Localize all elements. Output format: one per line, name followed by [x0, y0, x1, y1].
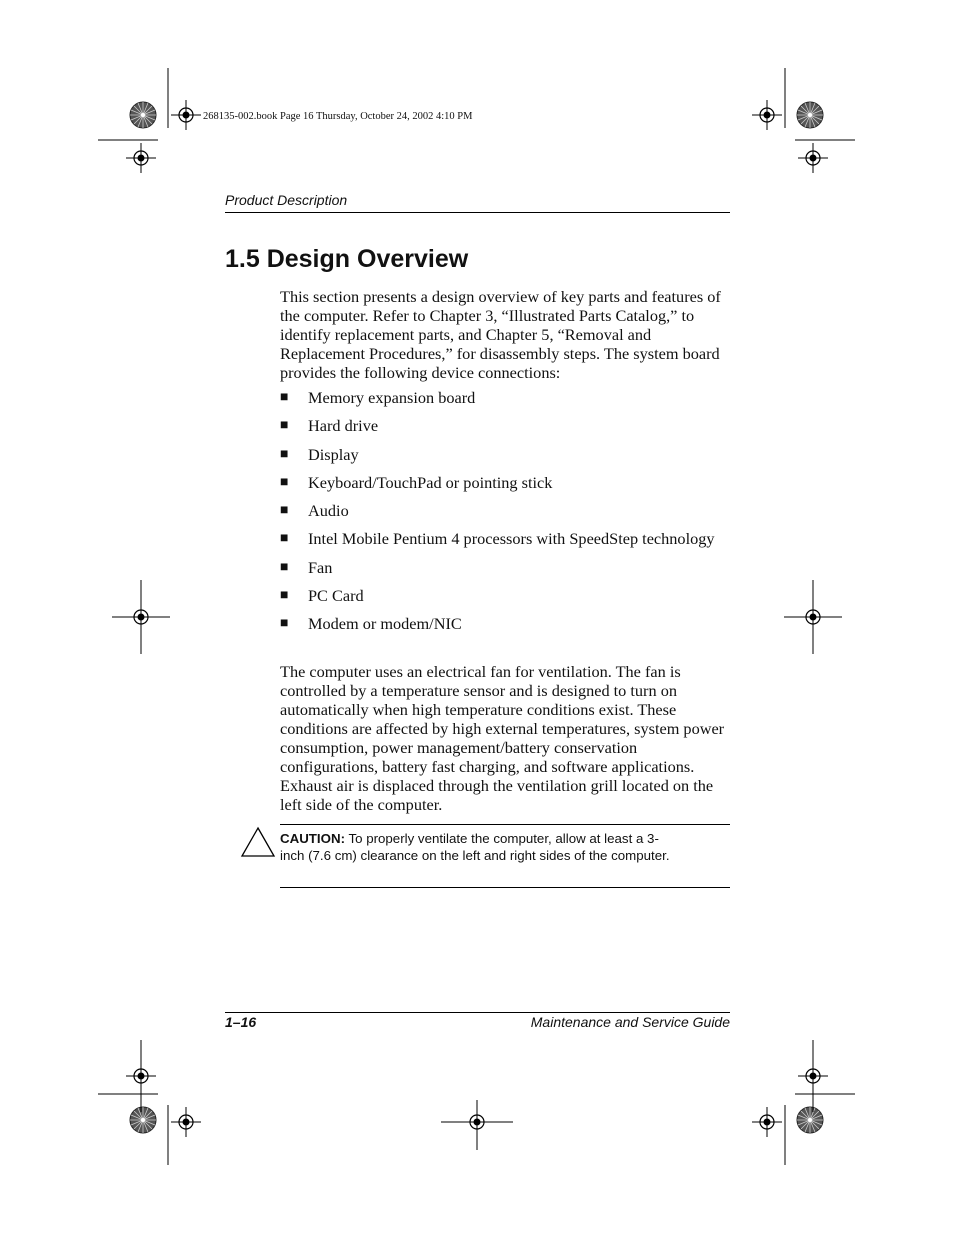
list-item — [280, 474, 730, 492]
list-item-text: Intel Mobile Pentium 4 processors with SpeedStep technology — [308, 529, 715, 549]
fan-paragraph: The computer uses an electrical fan for ventilation. The fan is controlled by a temperature sensor and is designed to turn on automatically when high temperature conditions exist. These conditions are affected by high external temperatures, system power consumption, power management/battery conservation configurations, battery fast charging, and software applications. Exhaust air is displaced through the ventilation grill located on the left side of the computer. — [280, 662, 725, 814]
bullet-square-icon: ■ — [280, 531, 289, 547]
list-item-text: Modem or modem/NIC — [308, 614, 462, 634]
list-item-text: PC Card — [308, 586, 364, 606]
list-item — [280, 389, 730, 407]
caution-body: To properly ventilate the computer, allow at least a 3-inch (7.6 cm) clearance on the left and right sides of the computer. — [280, 831, 670, 863]
caution-triangle-icon — [240, 826, 276, 858]
caution-label: CAUTION: — [280, 831, 345, 846]
caution-top-rule — [280, 824, 730, 825]
intro-paragraph: This section presents a design overview of key parts and features of the computer. Refer to Chapter 3, “Illustrated Parts Catalog,” to identify replacement parts, and Chapter 5, “Removal and Replacement Procedures,” for disassembly steps. The system board provides the following device connections: — [280, 287, 721, 382]
list-item — [280, 446, 730, 464]
footer-guide-title: Maintenance and Service Guide — [530, 1014, 730, 1030]
running-header: Product Description — [225, 192, 348, 208]
header-rule — [225, 212, 730, 213]
list-item — [280, 615, 730, 633]
device-connection-list — [280, 389, 730, 644]
bullet-square-icon: ■ — [280, 559, 289, 575]
list-item — [280, 587, 730, 605]
bullet-square-icon: ■ — [280, 418, 289, 434]
footer-rule — [225, 1012, 730, 1013]
book-slug: 268135-002.book Page 16 Thursday, October 24, 2002 4:10 PM — [203, 111, 473, 122]
bullet-square-icon: ■ — [280, 503, 289, 519]
list-item-text: Audio — [308, 501, 349, 521]
bullet-square-icon: ■ — [280, 616, 289, 632]
page-number: 1–16 — [225, 1014, 257, 1030]
list-item-text: Display — [308, 444, 359, 464]
list-item — [280, 559, 730, 577]
list-item-text: Fan — [308, 557, 333, 577]
list-item-text: Hard drive — [308, 416, 379, 436]
list-item — [280, 417, 730, 435]
list-item-text: Keyboard/TouchPad or pointing stick — [308, 472, 553, 492]
caution-note — [280, 830, 680, 864]
list-item — [280, 502, 730, 520]
bullet-square-icon: ■ — [280, 474, 289, 490]
list-item-text: Memory expansion board — [308, 388, 476, 407]
bullet-square-icon: ■ — [280, 446, 289, 462]
bullet-square-icon: ■ — [280, 390, 289, 405]
section-title: 1.5 Design Overview — [225, 245, 469, 273]
caution-bottom-rule — [280, 887, 730, 888]
list-item — [280, 530, 730, 548]
bullet-square-icon: ■ — [280, 588, 289, 604]
